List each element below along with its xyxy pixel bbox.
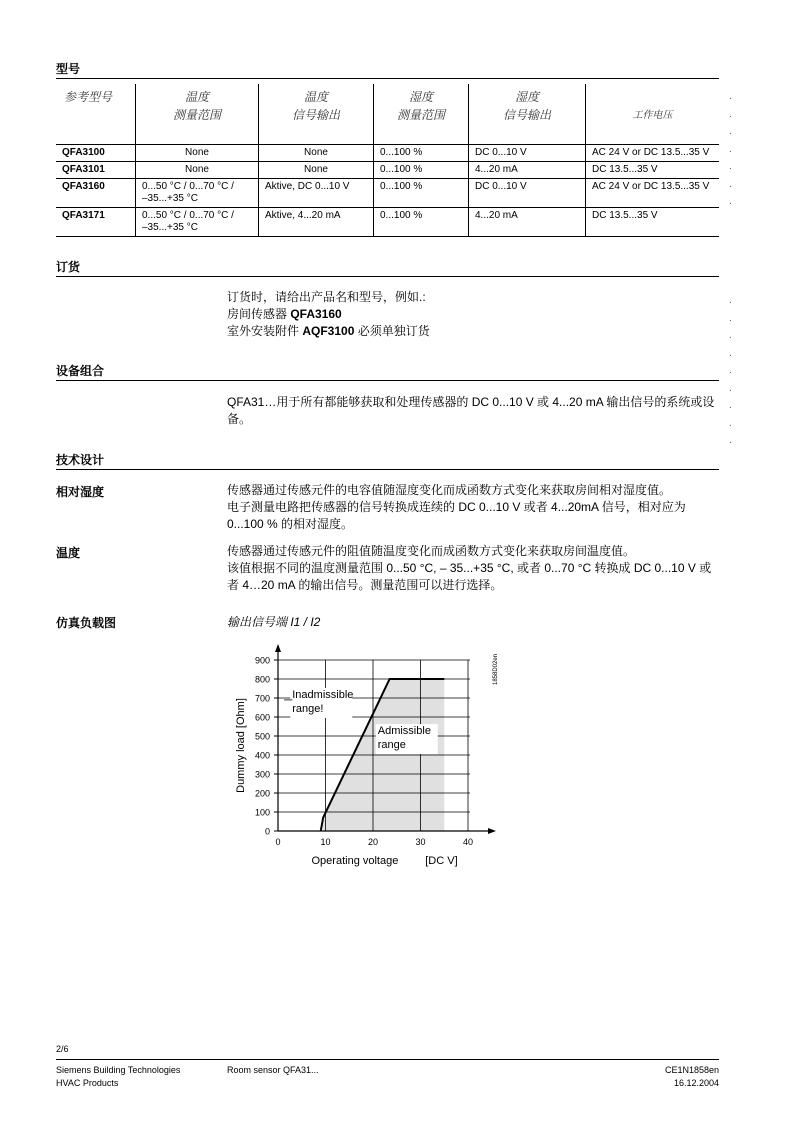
y-tick-label: 300 bbox=[254, 769, 270, 780]
x-tick-label: 20 bbox=[367, 837, 379, 847]
table-cell: Aktive, DC 0...10 V bbox=[259, 179, 374, 208]
chart-caption: 输出信号端 I1 / I2 bbox=[227, 615, 321, 629]
x-axis-unit: [DC V] bbox=[425, 855, 458, 867]
table-cell: 0...100 % bbox=[374, 208, 469, 237]
temperature-text: 传感器通过传感元件的阻值随温度变化而成函数方式变化来获取房间温度值。 该值根据不同的温度测量范围 0...50 °C, – 35...+35 °C, 或者 0...70 °C 转换成 DC 0...10 V 或者 4…20 mA 的输出信号。测量范围可以进行选择。 bbox=[227, 544, 712, 592]
table-cell: DC 13.5...35 V bbox=[586, 208, 720, 237]
table-cell: DC 0...10 V bbox=[469, 145, 586, 162]
section-rule-model bbox=[56, 78, 719, 79]
table-row bbox=[56, 145, 719, 162]
section-rule-ordering bbox=[56, 276, 719, 277]
combination-text: QFA31…用于所有都能够获取和处理传感器的 DC 0...10 V 或 4...20 mA 输出信号的系统或设备。 bbox=[227, 395, 715, 426]
section-heading-ordering: 订货 bbox=[56, 260, 81, 274]
table-cell: 0...100 % bbox=[374, 162, 469, 179]
table-cell: None bbox=[136, 162, 259, 179]
table-cell: AC 24 V or DC 13.5...35 V bbox=[586, 145, 720, 162]
y-tick-label: 400 bbox=[254, 750, 270, 761]
page-number: 2/6 bbox=[56, 1044, 69, 1054]
table-cell: None bbox=[136, 145, 259, 162]
admissible-label: Admissible range bbox=[377, 725, 431, 752]
x-axis-label: Operating voltage bbox=[311, 855, 399, 867]
ordering-line-2-text: 房间传感器 bbox=[227, 307, 291, 321]
y-tick-label: 500 bbox=[254, 731, 270, 742]
dummy-load-chart bbox=[220, 640, 520, 880]
ordering-line-1: 订货时，请给出产品名和型号，例如.: bbox=[227, 290, 426, 304]
y-axis-arrow bbox=[275, 644, 281, 652]
dummy-load-label: 仿真负载图 bbox=[56, 616, 117, 630]
table-row bbox=[56, 208, 719, 237]
ordering-model: QFA3160 bbox=[290, 307, 342, 321]
footer-company bbox=[56, 1064, 180, 1090]
margin-dots: . . . . . . . bbox=[729, 91, 732, 207]
table-cell: AC 24 V or DC 13.5...35 V bbox=[586, 179, 720, 208]
footer-date: 16.12.2004 bbox=[673, 1078, 719, 1088]
table-cell: 4...20 mA bbox=[469, 162, 586, 179]
model-cell: QFA3100 bbox=[56, 145, 136, 162]
footer-company-name: Siemens Building Technologies bbox=[56, 1065, 181, 1075]
table-header: 湿度 测量范围 bbox=[374, 84, 469, 145]
figure-id: 1858D02en bbox=[493, 653, 499, 686]
table-cell: 0...50 °C / 0...70 °C / –35...+35 °C bbox=[136, 208, 259, 237]
section-heading-combination: 设备组合 bbox=[56, 364, 105, 378]
x-tick-label: 30 bbox=[415, 837, 426, 847]
ordering-line-3-suffix: 必须单独订货 bbox=[354, 324, 430, 338]
humidity-label: 相对湿度 bbox=[56, 485, 105, 499]
model-table bbox=[56, 84, 719, 237]
table-cell: DC 13.5...35 V bbox=[586, 162, 720, 179]
table-cell: 0...50 °C / 0...70 °C / –35...+35 °C bbox=[136, 179, 259, 208]
footer-division: HVAC Products bbox=[56, 1078, 119, 1088]
temperature-label: 温度 bbox=[56, 546, 81, 560]
ordering-line-3-text: 室外安装附件 bbox=[227, 324, 303, 338]
footer-product: Room sensor QFA31... bbox=[227, 1065, 319, 1075]
y-tick-label: 600 bbox=[254, 712, 270, 723]
ordering-line-2 bbox=[227, 306, 719, 323]
table-row bbox=[56, 162, 719, 179]
margin-dots: . . . . . . . . . bbox=[729, 295, 732, 446]
ordering-text bbox=[227, 289, 719, 340]
x-axis-arrow bbox=[488, 828, 496, 834]
y-tick-label: 0 bbox=[264, 826, 270, 837]
model-cell: QFA3160 bbox=[56, 179, 136, 208]
table-cell: None bbox=[259, 145, 374, 162]
table-cell: Aktive, 4...20 mA bbox=[259, 208, 374, 237]
y-axis-label: Dummy load [Ohm] bbox=[235, 698, 247, 793]
section-rule-design bbox=[56, 469, 719, 470]
table-cell: None bbox=[259, 162, 374, 179]
humidity-text: 传感器通过传感元件的电容值随湿度变化而成函数方式变化来获取房间相对湿度值。 电子测量电路把传感器的信号转换成连续的 DC 0...10 V 或者 4...20mA 信号，相对应为 0...100 % 的相对湿度。 bbox=[227, 483, 686, 531]
inadmissible-label: Inadmissible range! bbox=[292, 689, 354, 715]
x-tick-label: 10 bbox=[320, 837, 331, 847]
table-header: 温度 信号输出 bbox=[259, 84, 374, 145]
table-header: 参考型号 bbox=[56, 84, 136, 145]
section-rule-combination bbox=[56, 380, 719, 381]
section-heading-design: 技术设计 bbox=[56, 453, 105, 467]
table-header: 湿度 信号输出 bbox=[469, 84, 586, 145]
y-tick-label: 800 bbox=[254, 674, 270, 685]
model-cell: QFA3171 bbox=[56, 208, 136, 237]
table-cell: 4...20 mA bbox=[469, 208, 586, 237]
table-cell: 0...100 % bbox=[374, 179, 469, 208]
x-tick-label: 40 bbox=[462, 837, 474, 847]
ordering-line-3 bbox=[227, 323, 719, 340]
table-cell: DC 0...10 V bbox=[469, 179, 586, 208]
table-header-row bbox=[56, 84, 719, 145]
y-tick-label: 700 bbox=[254, 693, 270, 704]
y-tick-label: 900 bbox=[254, 655, 270, 666]
footer-rule bbox=[56, 1059, 719, 1060]
ordering-accessory-model: AQF3100 bbox=[302, 324, 355, 338]
table-header: 温度 测量范围 bbox=[136, 84, 259, 145]
y-tick-label: 200 bbox=[254, 788, 270, 799]
table-row bbox=[56, 179, 719, 208]
y-tick-label: 100 bbox=[254, 807, 270, 818]
footer-doc-id: CE1N1858en bbox=[664, 1065, 719, 1075]
table-cell: 0...100 % bbox=[374, 145, 469, 162]
table-header: 工作电压 bbox=[632, 109, 673, 121]
footer-doc-info bbox=[665, 1064, 719, 1090]
model-cell: QFA3101 bbox=[56, 162, 136, 179]
section-heading-model: 型号 bbox=[56, 62, 81, 76]
x-tick-label: 0 bbox=[275, 837, 281, 847]
